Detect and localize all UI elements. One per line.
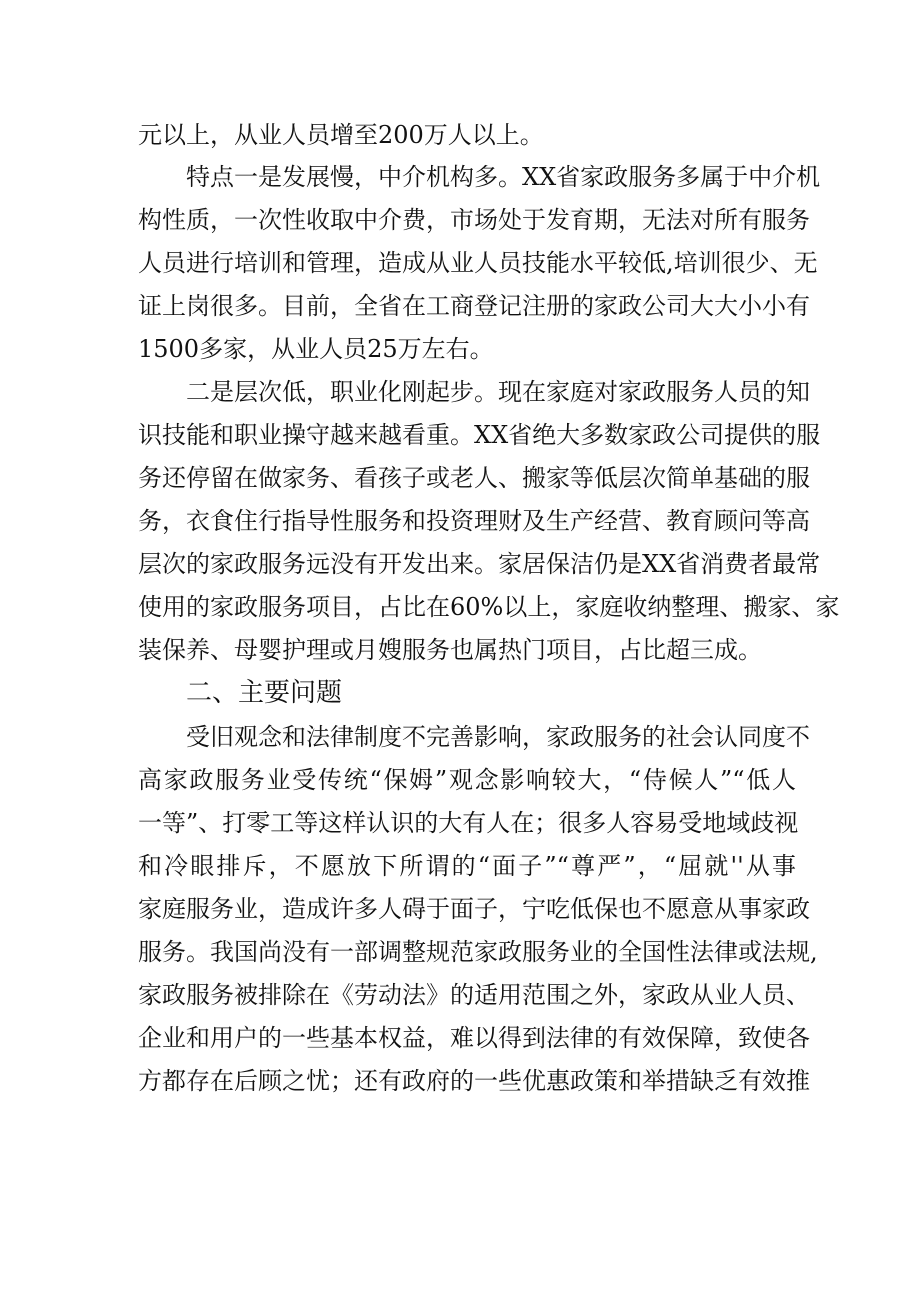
paragraph-4-line-5: 家庭服务业，造成许多人碍于面子，宁吃低保也不愿意从事家政: [138, 895, 810, 923]
paragraph-4-line-3: 一等”、打零工等这样认识的大有人在；很多人容易受地域歧视: [138, 809, 799, 837]
paragraph-4-line-4: 和冷眼排斥，不愿放下所谓的“面子”“尊严”，“屈就''从事: [138, 852, 796, 880]
paragraph-3-line-7: 装保养、母婴护理或月嫂服务也属热门项目，占比超三成。: [138, 636, 762, 664]
paragraph-1-line-1: 元以上，从业人员增至200万人以上。: [138, 121, 544, 149]
paragraph-3-line-2: 识技能和职业操守越来越看重。XX省绝大多数家政公司提供的服: [138, 421, 821, 449]
paragraph-3-line-5: 层次的家政服务远没有开发出来。家居保洁仍是XX省消费者最常: [138, 550, 821, 578]
paragraph-3-line-3: 务还停留在做家务、看孩子或老人、搬家等低层次简单基础的服: [138, 464, 810, 492]
paragraph-4-line-1: 受旧观念和法律制度不完善影响，家政服务的社会认同度不: [186, 723, 810, 751]
paragraph-4-line-9: 方都存在后顾之忧；还有政府的一些优惠政策和举措缺乏有效推: [138, 1067, 810, 1095]
paragraph-4-line-2: 高家政服务业受传统“保姆”观念影响较大，“侍候人”“低人: [138, 766, 796, 794]
paragraph-4-line-6: 服务。我国尚没有一部调整规范家政服务业的全国性法律或法规,: [138, 938, 818, 966]
paragraph-4-line-8: 企业和用户的一些基本权益，难以得到法律的有效保障，致使各: [138, 1024, 810, 1052]
paragraph-2-line-3: 人员进行培训和管理，造成从业人员技能水平较低,培训很少、无: [138, 249, 818, 277]
paragraph-2-line-4: 证上岗很多。目前，全省在工商登记注册的家政公司大大小小有: [138, 292, 810, 320]
section-heading: 二、主要问题: [186, 678, 343, 708]
paragraph-4-line-7: 家政服务被排除在《劳动法》的适用范围之外，家政从业人员、: [138, 981, 810, 1009]
paragraph-3-line-1: 二是层次低，职业化刚起步。现在家庭对家政服务人员的知: [186, 378, 810, 406]
paragraph-3-line-4: 务，衣食住行指导性服务和投资理财及生产经营、教育顾问等高: [138, 507, 810, 535]
paragraph-2-line-2: 构性质，一次性收取中介费，市场处于发育期，无法对所有服务: [138, 206, 810, 234]
paragraph-3-line-6: 使用的家政服务项目，占比在60%以上，家庭收纳整理、搬家、家: [138, 593, 840, 621]
paragraph-2-line-5: 1500多家，从业人员25万左右。: [138, 335, 494, 363]
paragraph-2-line-1: 特点一是发展慢，中介机构多。XX省家政服务多属于中介机: [186, 163, 821, 191]
